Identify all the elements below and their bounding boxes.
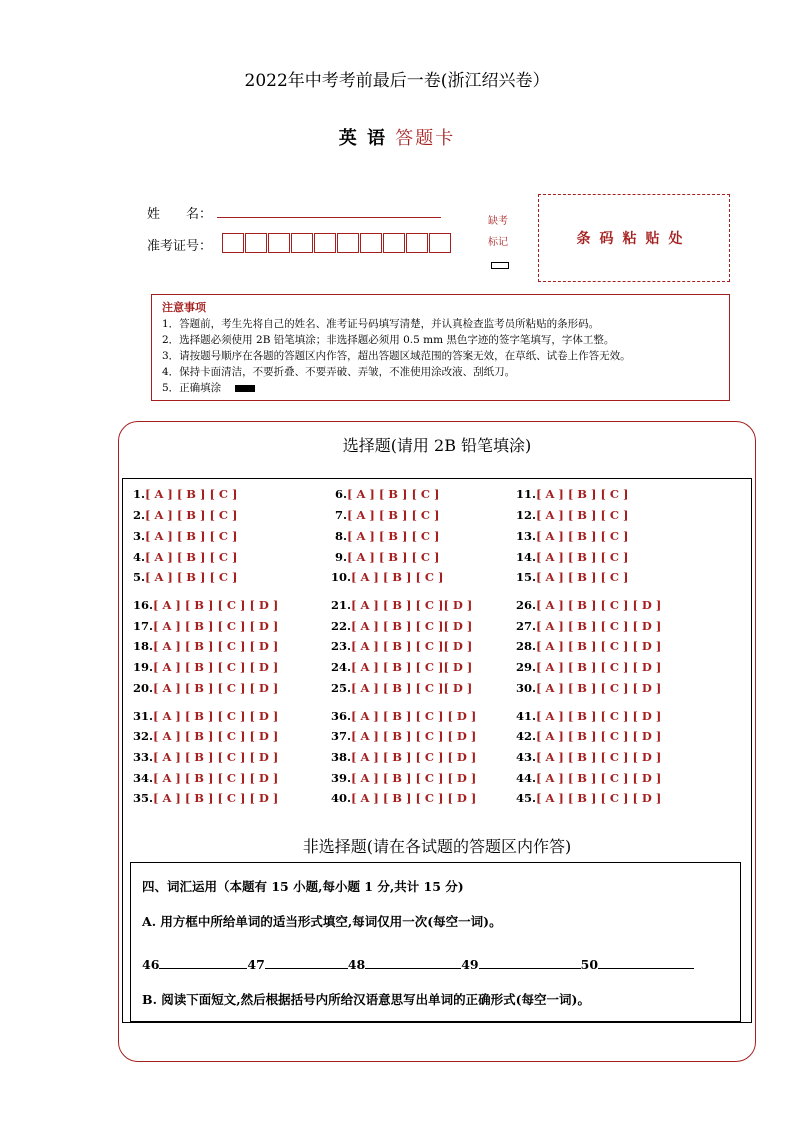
notice-item: 3．请按题号顺序在各题的答题区内作答，超出答题区域范围的答案无效，在草纸、试卷上作答无效。	[162, 350, 631, 362]
question-row[interactable]: 43.[ A ] [ B ] [ C ] [ D ]	[516, 750, 662, 764]
question-row[interactable]: 9.[ A ] [ B ] [ C ]	[335, 550, 440, 564]
question-row[interactable]: 6.[ A ] [ B ] [ C ]	[335, 487, 440, 501]
question-row[interactable]: 39.[ A ] [ B ] [ C ] [ D ]	[331, 771, 477, 785]
question-row[interactable]: 7.[ A ] [ B ] [ C ]	[335, 508, 440, 522]
exam-number-boxes[interactable]	[222, 233, 452, 253]
question-row[interactable]: 3.[ A ] [ B ] [ C ]	[133, 529, 238, 543]
part4-heading: 四、词汇运用（本题有 15 小题,每小题 1 分,共计 15 分)	[142, 879, 464, 894]
question-row[interactable]: 16.[ A ] [ B ] [ C ] [ D ]	[133, 598, 279, 612]
question-row[interactable]: 5.[ A ] [ B ] [ C ]	[133, 570, 238, 584]
question-row[interactable]: 2.[ A ] [ B ] [ C ]	[133, 508, 238, 522]
answer-card-label: 答题卡	[395, 128, 456, 149]
question-row[interactable]: 18.[ A ] [ B ] [ C ] [ D ]	[133, 639, 279, 653]
answer-blank[interactable]	[479, 956, 581, 969]
subject-title	[0, 124, 794, 150]
question-row[interactable]: 28.[ A ] [ B ] [ C ] [ D ]	[516, 639, 662, 653]
question-row[interactable]: 32.[ A ] [ B ] [ C ] [ D ]	[133, 729, 279, 743]
question-row[interactable]: 17.[ A ] [ B ] [ C ] [ D ]	[133, 619, 279, 633]
question-row[interactable]: 22.[ A ] [ B ] [ C ][ D ]	[331, 619, 473, 633]
notice-item: 1．答题前，考生先将自己的姓名、准考证号码填写清楚，并认真检查监考员所粘贴的条形码。	[162, 318, 600, 330]
question-row[interactable]: 44.[ A ] [ B ] [ C ] [ D ]	[516, 771, 662, 785]
notice-item: 2．选择题必须使用 2B 铅笔填涂；非选择题必须用 0.5 mm 黑色字迹的签字笔填写，字体工整。	[162, 334, 615, 346]
page-title: 2022年中考考前最后一卷(浙江绍兴卷）	[244, 71, 550, 91]
blank-row: 46 47 48 49 50	[142, 956, 694, 972]
partB-instruction: B. 阅读下面短文,然后根据括号内所给汉语意思写出单词的正确形式(每空一词)。	[142, 992, 590, 1007]
notice-box	[151, 294, 730, 401]
digit-box[interactable]	[406, 233, 428, 253]
question-row[interactable]: 19.[ A ] [ B ] [ C ] [ D ]	[133, 660, 279, 674]
question-row[interactable]: 25.[ A ] [ B ] [ C ][ D ]	[331, 681, 473, 695]
question-row[interactable]: 1.[ A ] [ B ] [ C ]	[133, 487, 238, 501]
question-row[interactable]: 38.[ A ] [ B ] [ C ] [ D ]	[331, 750, 477, 764]
digit-box[interactable]	[222, 233, 244, 253]
digit-box[interactable]	[314, 233, 336, 253]
subject-name: 英 语	[338, 128, 387, 149]
answer-blank[interactable]	[159, 956, 247, 969]
question-row[interactable]: 24.[ A ] [ B ] [ C ][ D ]	[331, 660, 473, 674]
question-row[interactable]: 40.[ A ] [ B ] [ C ] [ D ]	[331, 791, 477, 805]
digit-box[interactable]	[291, 233, 313, 253]
digit-box[interactable]	[245, 233, 267, 253]
question-row[interactable]: 45.[ A ] [ B ] [ C ] [ D ]	[516, 791, 662, 805]
question-row[interactable]: 37.[ A ] [ B ] [ C ] [ D ]	[331, 729, 477, 743]
answer-blank[interactable]	[265, 956, 348, 969]
missing-mark-box[interactable]	[491, 262, 509, 269]
digit-box[interactable]	[429, 233, 451, 253]
question-row[interactable]: 21.[ A ] [ B ] [ C ][ D ]	[331, 598, 473, 612]
question-row[interactable]: 10.[ A ] [ B ] [ C ]	[331, 570, 444, 584]
digit-box[interactable]	[268, 233, 290, 253]
question-row[interactable]: 41.[ A ] [ B ] [ C ] [ D ]	[516, 709, 662, 723]
question-row[interactable]: 35.[ A ] [ B ] [ C ] [ D ]	[133, 791, 279, 805]
question-row[interactable]: 42.[ A ] [ B ] [ C ] [ D ]	[516, 729, 662, 743]
question-row[interactable]: 31.[ A ] [ B ] [ C ] [ D ]	[133, 709, 279, 723]
question-row[interactable]: 26.[ A ] [ B ] [ C ] [ D ]	[516, 598, 662, 612]
digit-box[interactable]	[360, 233, 382, 253]
question-row[interactable]: 13.[ A ] [ B ] [ C ]	[516, 529, 629, 543]
notice-item: 4．保持卡面清洁，不要折叠、不要弄破、弄皱，不准使用涂改液、刮纸刀。	[162, 366, 516, 378]
barcode-area: 条码粘贴处	[538, 194, 730, 282]
question-row[interactable]: 29.[ A ] [ B ] [ C ] [ D ]	[516, 660, 662, 674]
question-row[interactable]: 30.[ A ] [ B ] [ C ] [ D ]	[516, 681, 662, 695]
answer-blank[interactable]	[365, 956, 461, 969]
question-row[interactable]: 23.[ A ] [ B ] [ C ][ D ]	[331, 639, 473, 653]
question-row[interactable]: 20.[ A ] [ B ] [ C ] [ D ]	[133, 681, 279, 695]
question-row[interactable]: 15.[ A ] [ B ] [ C ]	[516, 570, 629, 584]
name-label: 姓 名：	[147, 207, 213, 222]
question-row[interactable]: 8.[ A ] [ B ] [ C ]	[335, 529, 440, 543]
exam-number-label: 准考证号：	[147, 239, 213, 254]
missing-mark-label: 缺考 标记	[488, 216, 508, 248]
notice-heading: 注意事项	[162, 301, 206, 314]
question-row[interactable]: 11.[ A ] [ B ] [ C ]	[516, 487, 629, 501]
partA-instruction: A. 用方框中所给单词的适当形式填空,每词仅用一次(每空一词)。	[142, 914, 502, 929]
answer-blank[interactable]	[598, 956, 694, 969]
question-row[interactable]: 33.[ A ] [ B ] [ C ] [ D ]	[133, 750, 279, 764]
question-row[interactable]: 36.[ A ] [ B ] [ C ] [ D ]	[331, 709, 477, 723]
question-row[interactable]: 34.[ A ] [ B ] [ C ] [ D ]	[133, 771, 279, 785]
question-row[interactable]: 27.[ A ] [ B ] [ C ] [ D ]	[516, 619, 662, 633]
name-field[interactable]	[217, 216, 441, 218]
question-row[interactable]: 14.[ A ] [ B ] [ C ]	[516, 550, 629, 564]
choice-section-title: 选择题(请用 2B 铅笔填涂)	[342, 436, 532, 455]
digit-box[interactable]	[383, 233, 405, 253]
notice-item-5: 5．正确填涂	[162, 380, 719, 396]
fill-example	[235, 385, 255, 392]
question-row[interactable]: 4.[ A ] [ B ] [ C ]	[133, 550, 238, 564]
nonchoice-section-title: 非选择题(请在各试题的答题区内作答)	[302, 837, 572, 856]
digit-box[interactable]	[337, 233, 359, 253]
question-row[interactable]: 12.[ A ] [ B ] [ C ]	[516, 508, 629, 522]
